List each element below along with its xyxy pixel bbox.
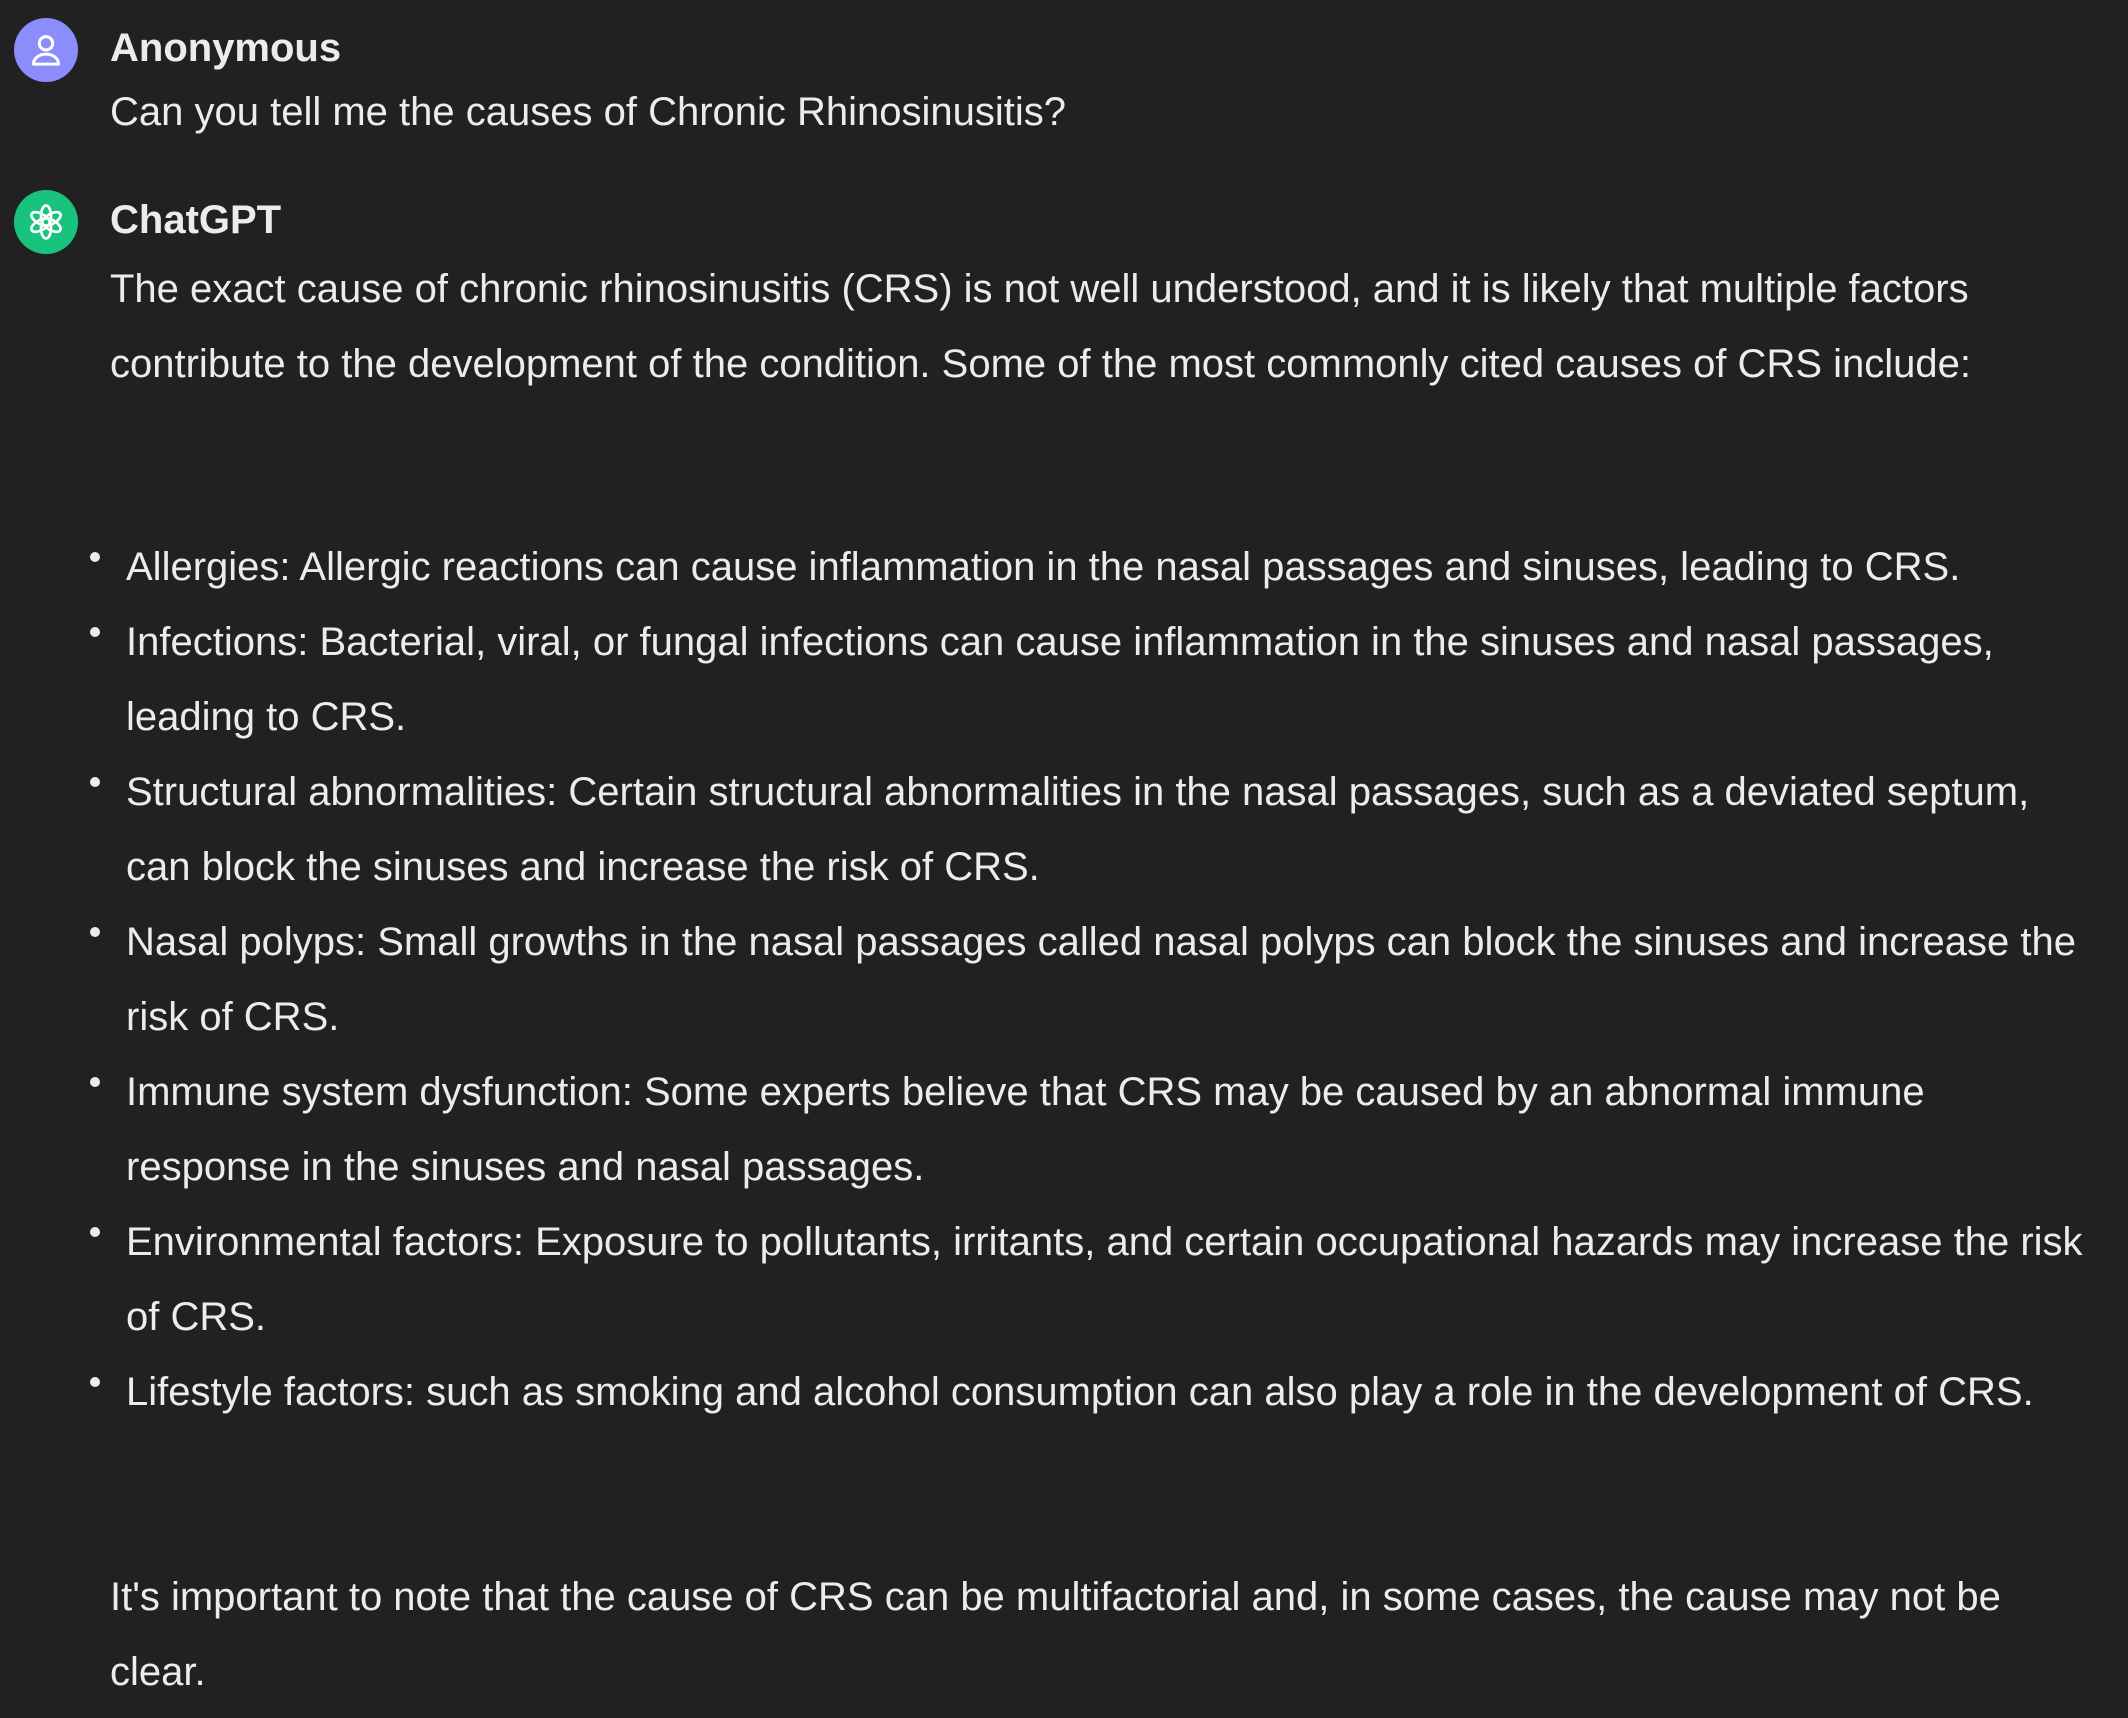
list-item — [86, 905, 2096, 1055]
bullet-dot-icon — [90, 1227, 100, 1237]
causes-list — [86, 530, 2096, 1430]
list-item-text: Environmental factors: Exposure to pollutants, irritants, and certain occupational hazards may increase the risk of CRS. — [126, 1220, 2083, 1339]
list-item — [86, 1205, 2096, 1355]
user-prompt-text: Can you tell me the causes of Chronic Rhinosinusitis? — [110, 90, 1067, 134]
list-item-text: Infections: Bacterial, viral, or fungal infections can cause inflammation in the sinuses and nasal passages, leading to CRS. — [126, 620, 1994, 739]
assistant-intro-paragraph: The exact cause of chronic rhinosinusitis (CRS) is not well understood, and it is likely that multiple factors contribute to the development of the condition. Some of the most commonly cited causes of CRS include: — [110, 267, 1971, 386]
bullet-dot-icon — [90, 552, 100, 562]
list-item — [86, 1055, 2096, 1205]
bullet-dot-icon — [90, 777, 100, 787]
list-item — [86, 605, 2096, 755]
assistant-outro-paragraph: It's important to note that the cause of CRS can be multifactorial and, in some cases, the cause may not be clear. — [110, 1575, 2001, 1694]
assistant-avatar — [14, 190, 78, 254]
assistant-name: ChatGPT — [110, 198, 282, 242]
openai-logo-icon — [23, 199, 69, 245]
list-item-text: Immune system dysfunction: Some experts believe that CRS may be caused by an abnormal immune response in the sinuses and nasal passages. — [126, 1070, 1925, 1189]
list-item-text: Lifestyle factors: such as smoking and alcohol consumption can also play a role in the development of CRS. — [126, 1370, 2034, 1414]
list-item-text: Structural abnormalities: Certain structural abnormalities in the nasal passages, such as a deviated septum, can block the sinuses and increase the risk of CRS. — [126, 770, 2030, 889]
list-item — [86, 530, 2096, 605]
list-item — [86, 1355, 2096, 1430]
user-name: Anonymous — [110, 26, 342, 70]
bullet-dot-icon — [90, 1077, 100, 1087]
bullet-dot-icon — [90, 927, 100, 937]
bullet-dot-icon — [90, 627, 100, 637]
user-avatar — [14, 18, 78, 82]
list-item-text: Nasal polyps: Small growths in the nasal passages called nasal polyps can block the sinuses and increase the risk of CRS. — [126, 920, 2076, 1039]
user-icon — [26, 30, 66, 70]
list-item-text: Allergies: Allergic reactions can cause inflammation in the nasal passages and sinuses, leading to CRS. — [126, 545, 1961, 589]
list-item — [86, 755, 2096, 905]
bullet-dot-icon — [90, 1377, 100, 1387]
